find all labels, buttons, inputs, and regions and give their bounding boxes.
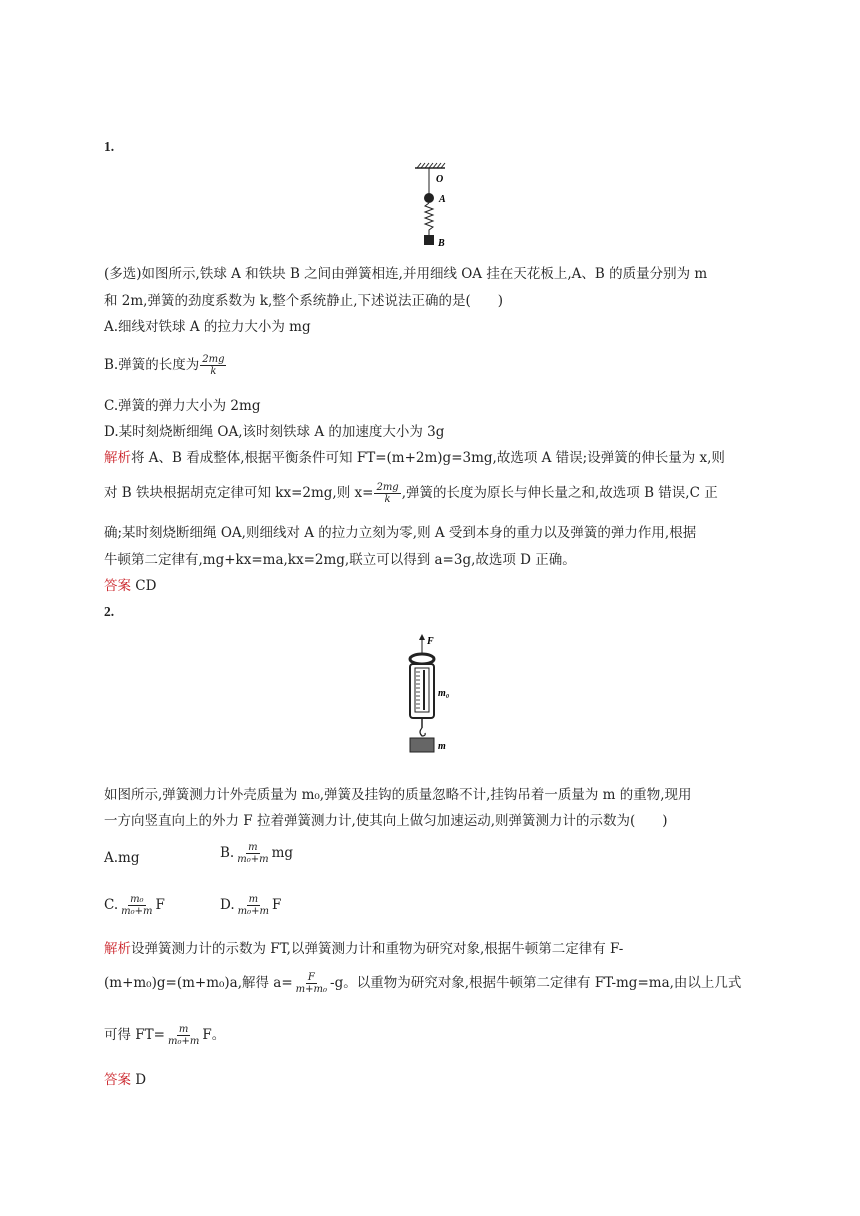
q2-label-m: m (438, 741, 446, 752)
q1-label-a: A (439, 194, 446, 205)
q2-analysis-fraction-2: $\frac{m}{\text{m₀+m}}$ (167, 1024, 200, 1047)
q2-analysis-line3: 可得 FT= $\frac{m}{\text{m₀+m}}$ F。 (104, 1024, 226, 1047)
q1-option-b-text: B.弹簧的长度为 (104, 357, 200, 373)
q1-analysis-line3: 确;某时刻烧断细绳 OA,则细线对 A 的拉力立刻为零,则 A 受到本身的重力以及弹簧的弹力作用,根据 (104, 525, 697, 541)
q1-number: 1. (104, 139, 115, 154)
q2-option-a: A.mg (104, 850, 140, 866)
q1-label-b: B (438, 238, 445, 249)
q2-analysis-line1: 解析设弹簧测力计的示数为 FT,以弹簧测力计和重物为研究对象,根据牛顿第二定律有 F- (104, 941, 624, 957)
q1-analysis-fraction: $\frac{2mg}{k}$ (376, 482, 399, 505)
q2-figure (400, 632, 470, 770)
q2-answer-label: 答案 (104, 1072, 131, 1088)
q2-analysis-fraction: $\frac{F}{\text{m+m₀}}$ (295, 972, 328, 995)
q1-option-a: A.细线对铁球 A 的拉力大小为 mg (104, 319, 311, 335)
q2-option-d: D. $\frac{m}{\text{m₀+m}}$ F (220, 894, 282, 917)
q2-option-c: C. $\frac{\text{m₀}}{\text{m₀+m}}$ F (104, 894, 165, 917)
q1-option-b-fraction: $\frac{2mg}{k}$ (202, 354, 225, 377)
q2-analysis-label: 解析 (104, 941, 131, 957)
q1-analysis-line4: 牛顿第二定律有,mg+kx=ma,kx=2mg,联立可以得到 a=3g,故选项 D 正确。 (104, 552, 576, 568)
q1-analysis-label: 解析 (104, 450, 131, 466)
q1-figure (405, 162, 465, 252)
q1-answer-value: CD (131, 578, 157, 594)
q2-answer-value: D (131, 1072, 147, 1088)
q2-label-m0: m₀ (438, 688, 450, 699)
q2-answer (104, 1071, 146, 1089)
q2-option-b: B. $\frac{m}{\text{m₀+m}}$ mg (220, 842, 294, 865)
q2-label-f: F (427, 636, 434, 647)
q1-analysis-line2: 对 B 铁块根据胡克定律可知 kx=2mg,则 x= $\frac{2mg}{k}$ ,弹簧的长度为原长与伸长量之和,故选项 B 错误,C 正 (104, 482, 718, 505)
q1-option-b (104, 354, 227, 377)
q1-analysis-line1: 解析将 A、B 看成整体,根据平衡条件可知 FT=(m+2m)g=3mg,故选项 A 错误;设弹簧的伸长量为 x,则 (104, 450, 725, 466)
q2-stem-line1: 如图所示,弹簧测力计外壳质量为 m₀,弹簧及挂钩的质量忽略不计,挂钩吊着一质量为 m 的重物,现用 (104, 787, 692, 803)
q1-answer (104, 577, 156, 595)
q1-label-o: O (436, 174, 444, 185)
q2-analysis-line2: (m+m₀)g=(m+m₀)a,解得 a= $\frac{F}{\text{m+m₀}}$ -g。以重物为研究对象,根据牛顿第二定律有 FT-mg=ma,由以上几式 (104, 972, 742, 995)
q1-option-d: D.某时刻烧断细绳 OA,该时刻铁球 A 的加速度大小为 3g (104, 424, 445, 440)
q1-option-c: C.弹簧的弹力大小为 2mg (104, 398, 261, 414)
q1-stem-line1: (多选)如图所示,铁球 A 和铁块 B 之间由弹簧相连,并用细线 OA 挂在天花板上,A、B 的质量分别为 m (104, 266, 708, 282)
q1-stem-line2: 和 2m,弹簧的劲度系数为 k,整个系统静止,下述说法正确的是( ) (104, 293, 504, 309)
q2-number: 2. (104, 604, 115, 619)
q2-stem-line2: 一方向竖直向上的外力 F 拉着弹簧测力计,使其向上做匀加速运动,则弹簧测力计的示数为( ) (104, 813, 668, 829)
q1-answer-label: 答案 (104, 578, 131, 594)
